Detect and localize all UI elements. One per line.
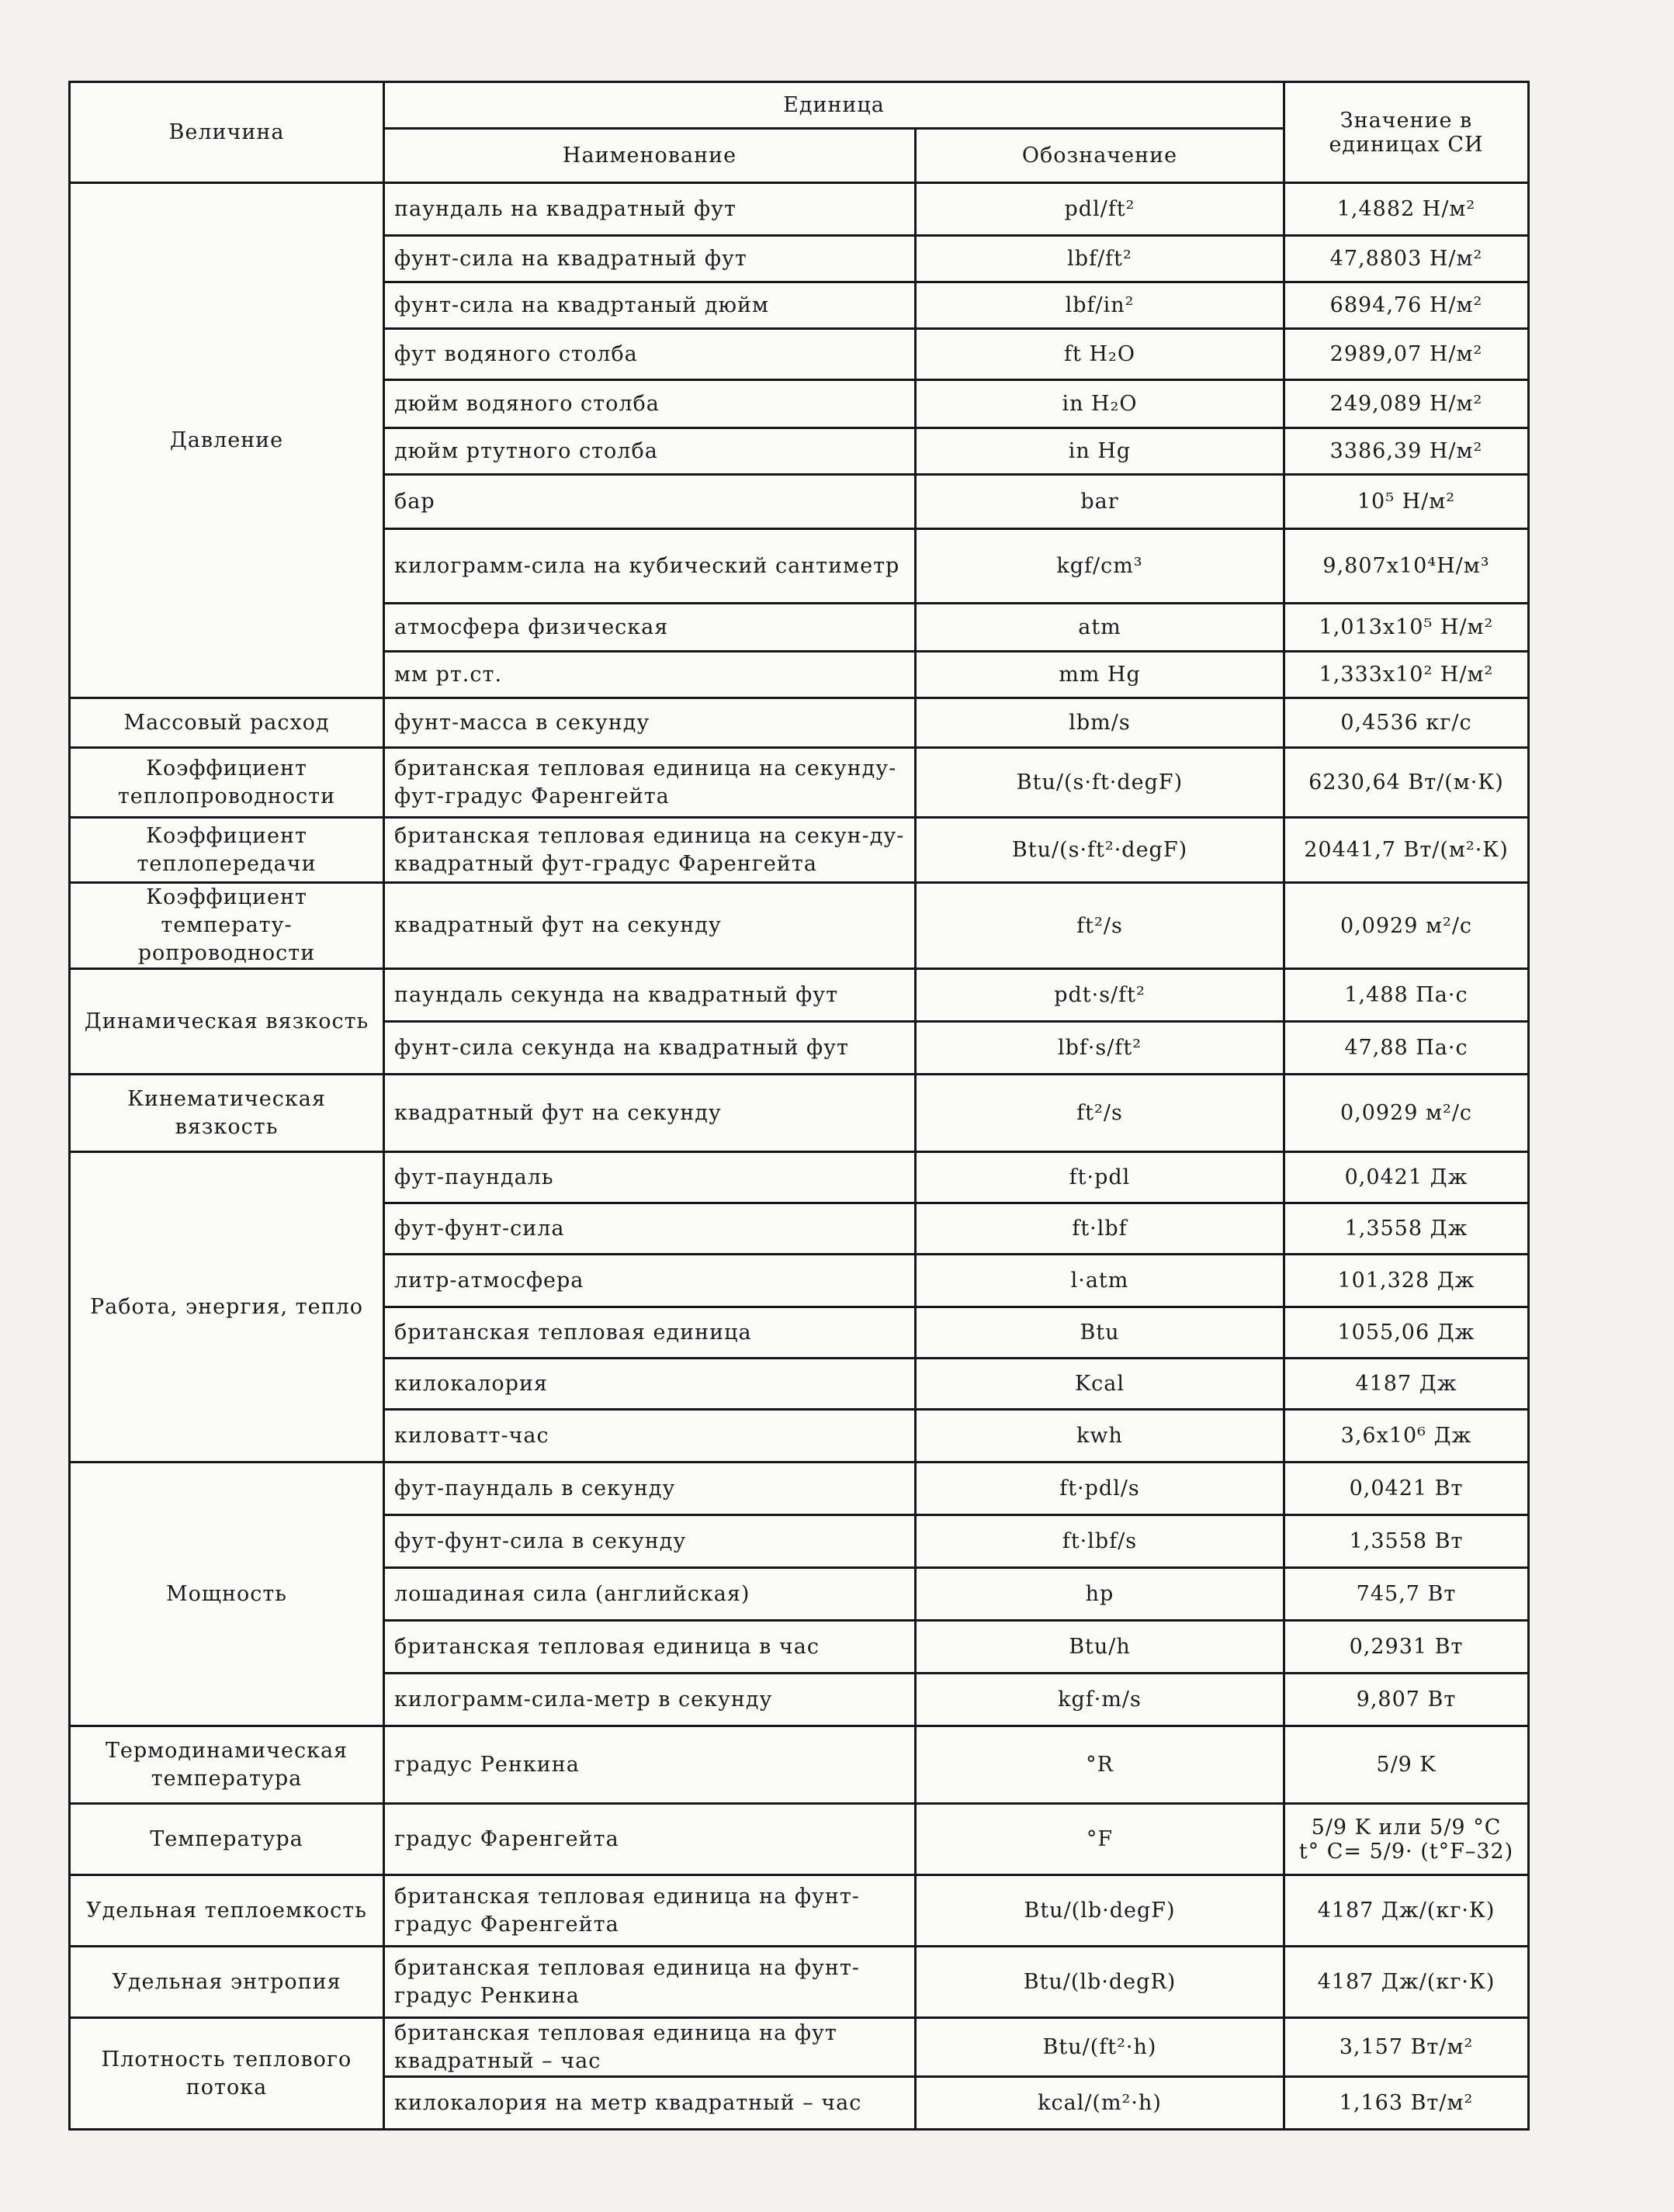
quantity-cell: Термодинамическая температура <box>70 1726 384 1804</box>
unit-name-cell: британская тепловая единица на секунду-фут-градус Фаренгейта <box>384 748 916 818</box>
unit-name-cell: фут водяного столба <box>384 329 916 380</box>
si-value-cell: 0,0929 м²/с <box>1284 1075 1529 1152</box>
unit-name-cell: литр-атмосфера <box>384 1255 916 1307</box>
si-value-cell: 0,0421 Вт <box>1284 1463 1529 1515</box>
si-value-cell <box>1284 1804 1529 1875</box>
unit-name-cell: килограмм-сила на кубический сантиметр <box>384 529 916 604</box>
quantity-cell: Плотность теплового потока <box>70 2018 384 2130</box>
quantity-cell: Мощность <box>70 1463 384 1726</box>
unit-symbol-cell: in Hg <box>916 428 1284 475</box>
unit-symbol-cell: hp <box>916 1568 1284 1621</box>
unit-symbol-cell: ft·lbf/s <box>916 1515 1284 1568</box>
unit-name-cell: британская тепловая единица на фунт-градус Ренкина <box>384 1947 916 2018</box>
unit-name-cell: килокалория на метр квадратный – час <box>384 2077 916 2130</box>
si-value-cell: 20441,7 Вт/(м²·К) <box>1284 818 1529 883</box>
unit-name-cell: дюйм водяного столба <box>384 380 916 428</box>
unit-name-cell: фунт-сила на квадртаный дюйм <box>384 282 916 329</box>
table-header <box>70 82 1529 183</box>
unit-name-cell: фунт-сила секунда на квадратный фут <box>384 1022 916 1075</box>
quantity-cell: Коэффициент теплопроводности <box>70 748 384 818</box>
quantity-cell: Удельная теплоемкость <box>70 1875 384 1947</box>
si-value-cell: 1,013x10⁵ Н/м² <box>1284 604 1529 652</box>
si-value-cell: 6230,64 Вт/(м·К) <box>1284 748 1529 818</box>
quantity-cell: Коэффициент температу-ропроводности <box>70 883 384 969</box>
quantity-cell: Температура <box>70 1804 384 1875</box>
quantity-cell: Удельная энтропия <box>70 1947 384 2018</box>
unit-name-cell: лошадиная сила (английская) <box>384 1568 916 1621</box>
table-row <box>70 883 1529 969</box>
si-value-cell: 5/9 K <box>1284 1726 1529 1804</box>
si-value-cell: 1,333x10² Н/м² <box>1284 652 1529 698</box>
header-quantity: Величина <box>70 82 384 183</box>
unit-symbol-cell: Kcal <box>916 1359 1284 1410</box>
unit-symbol-cell: kcal/(m²·h) <box>916 2077 1284 2130</box>
unit-symbol-cell: ft·pdl/s <box>916 1463 1284 1515</box>
si-value-cell: 4187 Дж/(кг·К) <box>1284 1875 1529 1947</box>
unit-name-cell: дюйм ртутного столба <box>384 428 916 475</box>
unit-name-cell: киловатт-час <box>384 1410 916 1463</box>
unit-name-cell: фут-паундаль в секунду <box>384 1463 916 1515</box>
si-value-cell: 0,2931 Вт <box>1284 1621 1529 1674</box>
unit-symbol-cell: Btu/(lb·degF) <box>916 1875 1284 1947</box>
unit-name-cell: килограмм-сила-метр в секунду <box>384 1674 916 1726</box>
unit-symbol-cell: Btu/(s·ft²·degF) <box>916 818 1284 883</box>
quantity-cell: Кинематическая вязкость <box>70 1075 384 1152</box>
unit-name-cell: британская тепловая единица на фунт-градус Фаренгейта <box>384 1875 916 1947</box>
si-value-cell: 0,0421 Дж <box>1284 1152 1529 1203</box>
unit-symbol-cell: lbm/s <box>916 698 1284 748</box>
unit-symbol-cell: pdt·s/ft² <box>916 969 1284 1022</box>
table-row <box>70 183 1529 236</box>
table-row <box>70 748 1529 818</box>
unit-name-cell: паундаль секунда на квадратный фут <box>384 969 916 1022</box>
unit-symbol-cell: lbf·s/ft² <box>916 1022 1284 1075</box>
table-row <box>70 1947 1529 2018</box>
unit-symbol-cell: °F <box>916 1804 1284 1875</box>
unit-symbol-cell: kgf/cm³ <box>916 529 1284 604</box>
table-row <box>70 1726 1529 1804</box>
unit-symbol-cell: ft·pdl <box>916 1152 1284 1203</box>
unit-symbol-cell: °R <box>916 1726 1284 1804</box>
si-value-cell: 10⁵ Н/м² <box>1284 475 1529 529</box>
unit-symbol-cell: in H₂O <box>916 380 1284 428</box>
unit-name-cell: британская тепловая единица на секун-ду-квадратный фут-градус Фаренгейта <box>384 818 916 883</box>
unit-symbol-cell: ft²/s <box>916 1075 1284 1152</box>
quantity-cell: Работа, энергия, тепло <box>70 1152 384 1463</box>
unit-conversion-table <box>68 81 1530 2131</box>
table-row <box>70 2018 1529 2077</box>
unit-name-cell: британская тепловая единица на фут квадратный – час <box>384 2018 916 2077</box>
header-unit-symbol: Обозначение <box>916 129 1284 183</box>
quantity-cell: Массовый расход <box>70 698 384 748</box>
si-value-cell: 9,807 Вт <box>1284 1674 1529 1726</box>
unit-symbol-cell: kgf·m/s <box>916 1674 1284 1726</box>
unit-symbol-cell: pdl/ft² <box>916 183 1284 236</box>
unit-symbol-cell: Btu/h <box>916 1621 1284 1674</box>
unit-symbol-cell: atm <box>916 604 1284 652</box>
si-value-cell: 4187 Дж <box>1284 1359 1529 1410</box>
si-value-cell: 47,88 Па·с <box>1284 1022 1529 1075</box>
unit-name-cell: градус Ренкина <box>384 1726 916 1804</box>
table-row <box>70 969 1529 1022</box>
unit-name-cell: атмосфера физическая <box>384 604 916 652</box>
unit-symbol-cell: Btu/(ft²·h) <box>916 2018 1284 2077</box>
si-value-cell: 0,0929 м²/с <box>1284 883 1529 969</box>
table-row <box>70 1075 1529 1152</box>
si-value-line: 5/9 K или 5/9 °C <box>1311 1815 1502 1840</box>
si-value-cell: 2989,07 Н/м² <box>1284 329 1529 380</box>
si-value-cell: 3,6x10⁶ Дж <box>1284 1410 1529 1463</box>
si-value-cell: 4187 Дж/(кг·К) <box>1284 1947 1529 2018</box>
si-value-cell: 1,3558 Вт <box>1284 1515 1529 1568</box>
table-row <box>70 818 1529 883</box>
header-unit-name: Наименование <box>384 129 916 183</box>
unit-name-cell: паундаль на квадратный фут <box>384 183 916 236</box>
si-value-cell: 745,7 Вт <box>1284 1568 1529 1621</box>
si-value-formula: t° C= 5/9· (t°F–32) <box>1298 1839 1514 1864</box>
unit-name-cell: фунт-сила на квадратный фут <box>384 236 916 282</box>
si-value-cell: 1,4882 Н/м² <box>1284 183 1529 236</box>
quantity-cell: Динамическая вязкость <box>70 969 384 1075</box>
unit-name-cell: фут-паундаль <box>384 1152 916 1203</box>
si-value-cell: 249,089 Н/м² <box>1284 380 1529 428</box>
si-value-cell: 3386,39 Н/м² <box>1284 428 1529 475</box>
table-row <box>70 698 1529 748</box>
unit-name-cell: британская тепловая единица в час <box>384 1621 916 1674</box>
unit-name-cell: килокалория <box>384 1359 916 1410</box>
quantity-cell: Давление <box>70 183 384 698</box>
si-value-cell: 1,163 Вт/м² <box>1284 2077 1529 2130</box>
unit-name-cell: градус Фаренгейта <box>384 1804 916 1875</box>
unit-symbol-cell: lbf/in² <box>916 282 1284 329</box>
unit-name-cell: квадратный фут на секунду <box>384 1075 916 1152</box>
si-value-cell: 1055,06 Дж <box>1284 1307 1529 1359</box>
unit-symbol-cell: ft H₂O <box>916 329 1284 380</box>
quantity-cell: Коэффициент теплопередачи <box>70 818 384 883</box>
si-value-cell: 101,328 Дж <box>1284 1255 1529 1307</box>
si-value-cell: 6894,76 Н/м² <box>1284 282 1529 329</box>
unit-symbol-cell: ft²/s <box>916 883 1284 969</box>
unit-name-cell: фунт-масса в секунду <box>384 698 916 748</box>
header-unit: Единица <box>384 82 1284 129</box>
unit-name-cell: квадратный фут на секунду <box>384 883 916 969</box>
si-value-cell: 1,488 Па·с <box>1284 969 1529 1022</box>
si-value-cell: 3,157 Вт/м² <box>1284 2018 1529 2077</box>
si-value-cell: 1,3558 Дж <box>1284 1203 1529 1255</box>
unit-name-cell: фут-фунт-сила в секунду <box>384 1515 916 1568</box>
table-row <box>70 1875 1529 1947</box>
unit-symbol-cell: lbf/ft² <box>916 236 1284 282</box>
header-si-value: Значение в единицах СИ <box>1284 82 1529 183</box>
unit-name-cell: мм рт.ст. <box>384 652 916 698</box>
table-row <box>70 1804 1529 1875</box>
unit-symbol-cell: kwh <box>916 1410 1284 1463</box>
si-value-cell: 47,8803 Н/м² <box>1284 236 1529 282</box>
unit-name-cell: британская тепловая единица <box>384 1307 916 1359</box>
unit-symbol-cell: ft·lbf <box>916 1203 1284 1255</box>
table-body <box>70 183 1529 2130</box>
si-value-cell: 0,4536 кг/с <box>1284 698 1529 748</box>
table-row <box>70 1152 1529 1203</box>
unit-symbol-cell: Btu/(s·ft·degF) <box>916 748 1284 818</box>
si-value-cell: 9,807x10⁴Н/м³ <box>1284 529 1529 604</box>
unit-symbol-cell: Btu <box>916 1307 1284 1359</box>
unit-symbol-cell: Btu/(lb·degR) <box>916 1947 1284 2018</box>
unit-symbol-cell: l·atm <box>916 1255 1284 1307</box>
unit-symbol-cell: mm Hg <box>916 652 1284 698</box>
unit-name-cell: фут-фунт-сила <box>384 1203 916 1255</box>
unit-name-cell: бар <box>384 475 916 529</box>
table-row <box>70 1463 1529 1515</box>
unit-symbol-cell: bar <box>916 475 1284 529</box>
